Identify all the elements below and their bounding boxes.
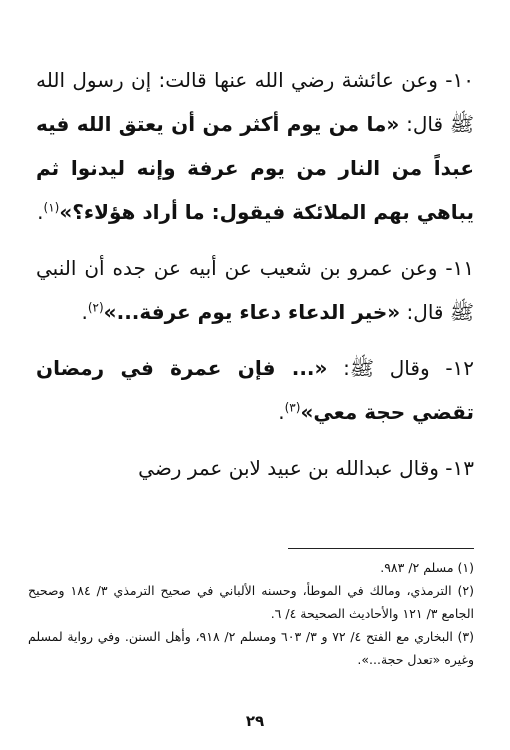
hadith-number: ١٢- <box>445 356 475 380</box>
hadith-number: ١١- <box>445 256 475 280</box>
hadith-intro: وعن عائشة رضي الله عنها قالت: إن رسول الله ﷺ قال: <box>36 68 474 136</box>
hadith-end: . <box>278 400 285 424</box>
hadith-intro: وعن عمرو بن شعيب عن أبيه عن جده أن النبي ﷺ قال: <box>36 256 474 324</box>
hadith-intro: وقال ﷺ: <box>343 356 430 380</box>
footnote-divider <box>288 548 474 549</box>
footnote-3: (٣) البخاري مع الفتح ٤/ ٧٢ و ٣/ ٦٠٣ ومسلم ٢/ ٩١٨، وأهل السنن. وفي رواية لمسلم وغيره «تعدل حجة...». <box>28 629 475 667</box>
hadith-end: . <box>37 200 44 224</box>
page-number: ٢٩ <box>245 712 265 730</box>
footnote-ref: (٢) <box>87 300 104 315</box>
main-text <box>36 58 474 502</box>
footnote-ref: (١) <box>43 200 60 215</box>
footnote-ref: (٣) <box>284 400 301 415</box>
hadith-quote: «ما من يوم أكثر من أن يعتق الله فيه عبداً من النار من يوم عرفة وإنه ليدنوا ثم يباهي بهم الملائكة فيقول: ما أراد هؤلاء؟» <box>36 112 474 224</box>
hadith-quote: «... فإن عمرة في رمضان تقضي حجة معي» <box>36 356 474 424</box>
hadith-number: ١٠- <box>445 68 474 92</box>
footnote-1: (١) مسلم ٢/ ٩٨٣. <box>380 560 474 575</box>
hadith-intro: وقال عبدالله بن عبيد لابن عمر رضي <box>138 456 439 480</box>
hadith-quote: «خير الدعاء دعاء يوم عرفة...» <box>103 300 401 324</box>
hadith-10 <box>36 58 474 234</box>
hadith-number: ١٣- <box>445 456 474 480</box>
hadith-12 <box>36 346 474 434</box>
hadith-13 <box>36 446 474 490</box>
hadith-11 <box>36 246 474 334</box>
hadith-end: . <box>81 300 88 324</box>
footnote-2: (٢) الترمذي، ومالك في الموطأ، وحسنه الألباني في صحيح الترمذي ٣/ ١٨٤ وصحيح الجامع ٣/ ١٢١ والأحاديث الصحيحة ٤/ ٦. <box>28 583 474 621</box>
footnotes <box>28 556 474 671</box>
